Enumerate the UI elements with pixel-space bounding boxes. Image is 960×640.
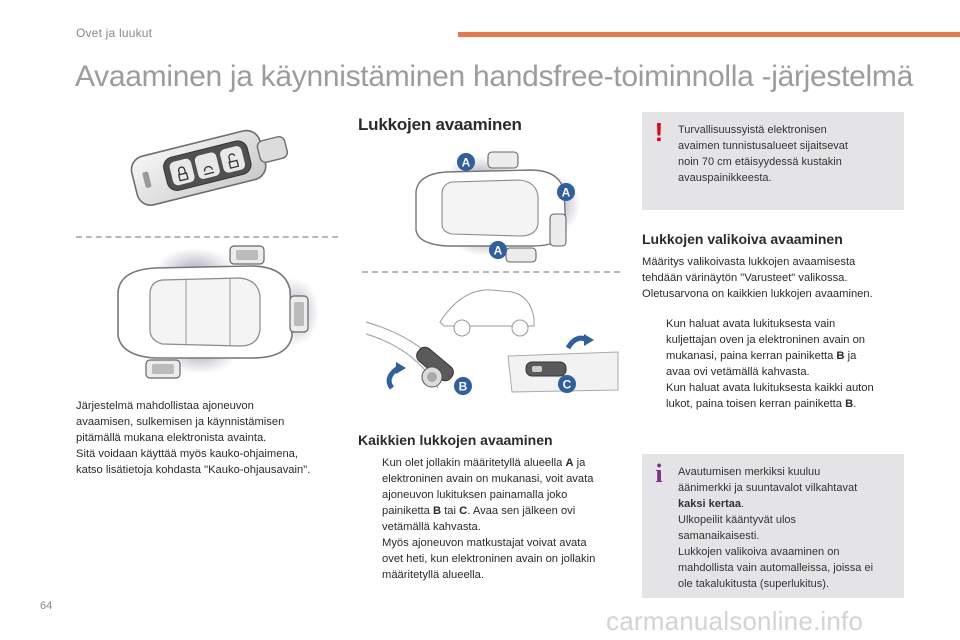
button-b-label: B bbox=[458, 379, 468, 394]
page-title: Avaaminen ja käynnistäminen handsfree-toiminnolla -järjestelmä bbox=[75, 60, 913, 93]
zone-a-label-3: A bbox=[493, 243, 503, 258]
unlock-all-text bbox=[358, 455, 624, 583]
zone-a-label-1: A bbox=[461, 155, 471, 170]
left-description: Järjestelmä mahdollistaa ajoneuvon avaamisen, sulkemisen ja käynnistämisen pitämällä mukana elektronista avainta. Sitä voidaan käyttää myös kauko-ohjaimena, katso lisätietoja kohdasta "Kauko-ohjausavain". bbox=[76, 400, 311, 476]
info-icon: i bbox=[655, 459, 663, 488]
info-note: i Avautumisen merkiksi kuuluu äänimerkki ja suuntavalot vilkahtavat kaksi kertaa. Ulkopeilit kääntyvät ulos samanaikaisesti. Lukkojen valikoiva avaaminen on mahdollista vain automalleissa, joissa ei ole takalukitusta (superlukitus). bbox=[642, 454, 904, 598]
bullet-all-doors: Kun haluat avata lukituksesta kaikki auton lukot, paina toisen kerran painiketta B. bbox=[666, 382, 874, 410]
bullet-driver-door: Kun haluat avata lukituksesta vain kuljettajan oven ja elektroninen avain on mukanasi, paina kerran painiketta B ja avaa ovi vetämällä kahvasta. bbox=[666, 318, 866, 378]
divider-dashes-middle bbox=[362, 271, 620, 273]
heading-unlock-all: Kaikkien lukkojen avaaminen bbox=[358, 432, 553, 448]
heading-unlocking: Lukkojen avaaminen bbox=[358, 115, 522, 134]
warning-icon: ! bbox=[654, 117, 664, 147]
bullet-unlock-all: Kun olet jollakin määritetyllä alueella A ja elektroninen avain on mukanasi, voit avata ajoneuvon lukituksen painamalla joko painiketta B tai C. Avaa sen jälkeen ovi vetämällä kahvasta. Myös ajoneuvon matkustajat voivat avata ovet heti, kun elektroninen avain on jollakin määritetyllä alueella. bbox=[382, 457, 596, 581]
button-c-label: C bbox=[562, 377, 572, 392]
zone-a-label-2: A bbox=[561, 185, 571, 200]
watermark: carmanualsonline.info bbox=[606, 606, 864, 636]
selective-intro: Määritys valikoivasta lukkojen avaamisesta tehdään värinäytön "Varusteet" valikossa. Oletusarvona on kaikkien lukkojen avaaminen. bbox=[642, 256, 873, 300]
heading-selective-unlock: Lukkojen valikoiva avaaminen bbox=[642, 231, 843, 247]
selective-bullets bbox=[642, 316, 910, 412]
car-zones-abc-illustration bbox=[400, 148, 590, 264]
accent-bar bbox=[458, 32, 960, 37]
key-fob-illustration bbox=[120, 112, 300, 212]
section-label: Ovet ja luukut bbox=[76, 26, 153, 40]
warning-note: ! Turvallisuussyistä elektronisen avaimen tunnistusalueet sijaitsevat noin 70 cm etäisyydessä kustakin avauspainikkeesta. bbox=[642, 112, 904, 210]
page-number: 64 bbox=[40, 600, 53, 612]
door-handle-buttons-illustration bbox=[362, 282, 624, 400]
car-top-zones-illustration bbox=[100, 240, 320, 380]
divider-dashes-left bbox=[76, 236, 338, 238]
